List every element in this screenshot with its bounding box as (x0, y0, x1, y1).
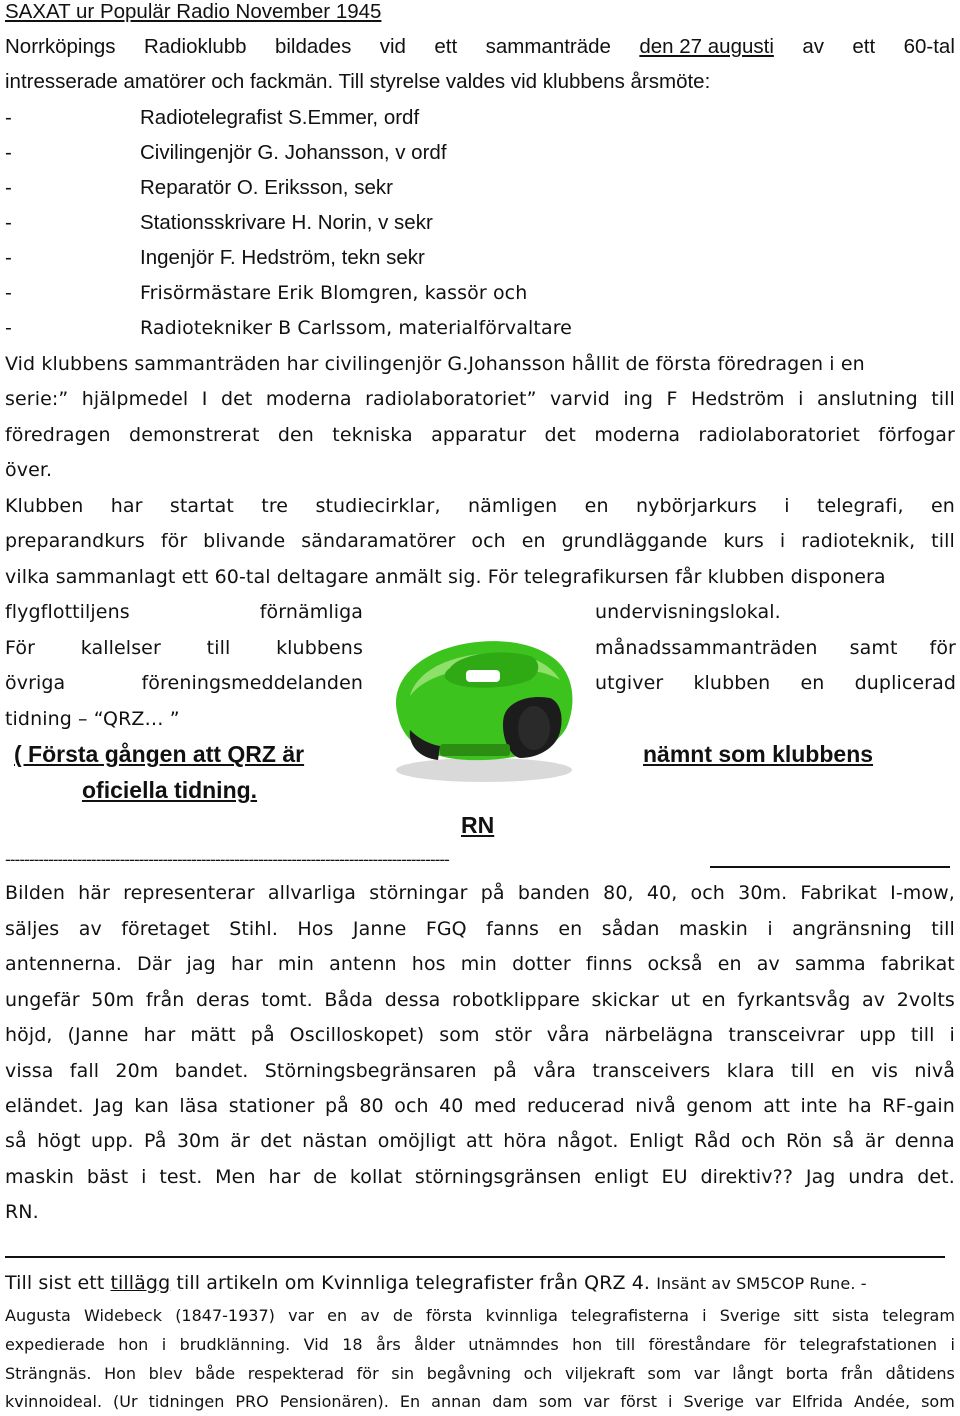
board-member: Radiotelegrafist S.Emmer, ordf (140, 106, 420, 129)
report-line: höjd, (Janne har mätt på Oscilloskopet) som stör våra närbelägna transceivrar upp till i (5, 1024, 955, 1046)
right-column-line: utgiver klubben en duplicerad (595, 672, 956, 694)
report-line: så högt upp. På 30m är det nästan omöjligt att höra något. Enligt Råd och Rön så är denna (5, 1130, 955, 1152)
intro-line-1: Norrköpings Radioklubb bildades vid ett sammanträde den 27 augusti av ett 60-tal (5, 35, 955, 58)
report-line: maskin bäst i test. Men har de kollat störningsgränsen enligt EU direktiv?? Jag undra det. (5, 1166, 955, 1188)
board-member: Frisörmästare Erik Blomgren, kassör och (140, 282, 528, 304)
report-line: ungefär 50m från deras tomt. Båda dessa robotklippare skickar ut en fyrkantsvåg av 2volts (5, 989, 955, 1011)
report-line: vissa fall 20m bandet. Störningsbegränsaren på våra transceivers klara till en vis nivå (5, 1060, 955, 1082)
paragraph-2-line-3: vilka sammanlagt ett 60-tal deltagare anmält sig. För telegrafikursen får klubben disponera (5, 566, 886, 588)
meeting-date: den 27 augusti (639, 35, 774, 58)
section-rule (5, 1256, 945, 1258)
addendum-line: Strängnäs. Hon blev både respekterad för sin begåvning och viljekraft som var långt borta från dåtidens (5, 1364, 955, 1383)
paragraph-1-line-2: serie:” hjälpmedel I det moderna radiolaboratoriet” varvid ing F Hedström i anslutning till (5, 388, 955, 410)
addendum-credit: Insänt av SM5COP Rune. - (656, 1274, 867, 1293)
addendum-title: Till sist ett tillägg till artikeln om Kvinnliga telegrafister från QRZ 4. Insänt av SM5COP Rune. - (5, 1272, 867, 1294)
tidning-line: tidning – “QRZ… ” (5, 708, 180, 730)
dashed-separator: --------------------------------------------------------------------------------------------- (5, 850, 449, 869)
board-member: Ingenjör F. Hedström, tekn sekr (140, 246, 425, 269)
paragraph-1-line-4: över. (5, 459, 53, 481)
right-column-line: månadssammanträden samt för (595, 637, 956, 659)
separator-rule (710, 866, 950, 868)
list-bullet: - (5, 211, 12, 234)
headline: SAXAT ur Populär Radio November 1945 (5, 0, 382, 23)
left-column-line: För kallelser till klubbens (5, 637, 363, 659)
right-column-line: undervisningslokal. (595, 601, 781, 623)
paragraph-1-line-3: föredragen demonstrerat den tekniska apparatur det moderna radiolaboratoriet förfogar (5, 424, 955, 446)
addendum-line: kvinnoideal. (Ur tidningen PRO Pensionären). En annan dam som var först i Sverige var Elfrida Andée, som (5, 1392, 955, 1411)
list-bullet: - (5, 317, 12, 339)
report-line: eländet. Jag kan läsa stationer på 80 och 40 med reducerad nivå genom att inte ha RF-gain (5, 1095, 955, 1117)
report-line: antennerna. Där jag har min antenn hos min dotter finns också en av samma fabrikat (5, 953, 955, 975)
report-line: säljes av företaget Stihl. Hos Janne FGQ fanns en sådan maskin i angränsning till (5, 918, 955, 940)
qrz-note-line-1: ( Första gången att QRZ är (14, 741, 305, 767)
list-bullet: - (5, 282, 12, 304)
board-member: Reparatör O. Eriksson, sekr (140, 176, 393, 199)
signature-rn: RN (461, 812, 495, 838)
qrz-note-line-1-right: nämnt som klubbens (643, 741, 874, 767)
qrz-note-line-2: oficiella tidning. (82, 777, 258, 803)
left-column-line: flygflottiljens förnämliga (5, 601, 363, 623)
list-bullet: - (5, 141, 12, 164)
paragraph-2-line-2: preparandkurs för blivande sändaramatörer och en grundläggande kurs i radioteknik, till (5, 530, 955, 552)
board-member: Stationsskrivare H. Norin, v sekr (140, 211, 433, 234)
report-signature: RN. (5, 1201, 39, 1223)
board-member: Radiotekniker B Carlssom, materialförvaltare (140, 317, 572, 339)
paragraph-1-line-1: Vid klubbens sammanträden har civilingenjör G.Johansson hållit de första föredragen i en (5, 353, 865, 375)
list-bullet: - (5, 246, 12, 269)
list-bullet: - (5, 176, 12, 199)
intro-line-2: intresserade amatörer och fackmän. Till styrelse valdes vid klubbens årsmöte: (5, 70, 711, 93)
list-bullet: - (5, 106, 12, 129)
left-column-line: övriga föreningsmeddelanden (5, 672, 363, 694)
addendum-line: expedierade hon i brudklänning. Vid 18 års ålder utnämndes hon till föreståndare för telegrafstationen i (5, 1335, 955, 1354)
addendum-link-word: tillägg (110, 1272, 171, 1294)
addendum-line: Augusta Widebeck (1847-1937) var en av de första kvinnliga telegrafisterna i Sverige sitt sista telegram (5, 1306, 955, 1325)
report-line: Bilden här representerar allvarliga störningar på banden 80, 40, och 30m. Fabrikat I-mow, (5, 882, 955, 904)
robotic-mower-image (380, 598, 580, 793)
paragraph-2-line-1: Klubben har startat tre studiecirklar, nämligen en nybörjarkurs i telegrafi, en (5, 495, 955, 517)
board-member: Civilingenjör G. Johansson, v ordf (140, 141, 447, 164)
